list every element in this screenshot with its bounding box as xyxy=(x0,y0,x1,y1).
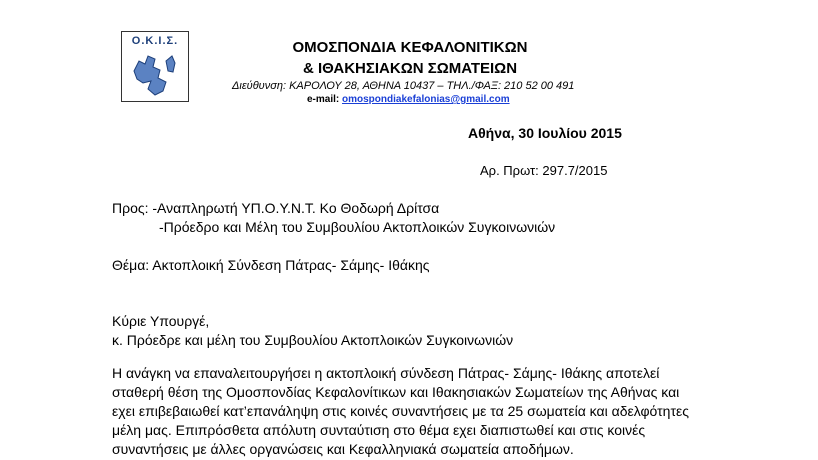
organization-name-line2: & ΙΘΑΚΗΣΙΑΚΩΝ ΣΩΜΑΤΕΙΩΝ xyxy=(302,60,518,77)
paragraph-line: εχει επιβεβαιωθεί κατ’επανάληψη στις κοινές συναντήσεις με τα 25 σωματεία και αδελφότητες xyxy=(112,403,689,419)
paragraph-line: Η ανάγκη να επαναλειτουργήσει η ακτοπλοική σύνδεση Πάτρας- Σάμης- Ιθάκης αποτελεί xyxy=(112,365,660,381)
letter-date: Αθήνα, 30 Ιουλίου 2015 xyxy=(468,125,622,141)
email-label: e-mail: xyxy=(307,94,340,105)
email-line xyxy=(307,94,510,105)
paragraph-line: συναντήσεις με άλλες οργανώσεις και Κεφαλληνιακά σωματεία αποδήμων. xyxy=(112,441,574,457)
subject-line: Θέμα: Ακτοπλοική Σύνδεση Πάτρας- Σάμης- Ιθάκης xyxy=(112,257,430,273)
logo-text: Ο.Κ.Ι.Σ. xyxy=(131,35,179,47)
islands-map-icon xyxy=(128,49,184,99)
recipient-line-2: -Πρόεδρο και Μέλη του Συμβουλίου Ακτοπλοικών Συγκοινωνιών xyxy=(159,219,556,235)
organization-name-line1: ΟΜΟΣΠΟΝΔΙΑ ΚΕΦΑΛΟΝΙΤΙΚΩΝ xyxy=(292,39,528,56)
salutation-line-2: κ. Πρόεδρε και μέλη του Συμβουλίου Ακτοπλοικών Συγκοινωνιών xyxy=(112,332,514,348)
email-link[interactable]: omospondiakefalonias@gmail.com xyxy=(342,94,510,105)
protocol-number: Αρ. Πρωτ: 297.7/2015 xyxy=(480,163,608,178)
salutation-line-1: Κύριε Υπουργέ, xyxy=(112,313,210,329)
paragraph-line: μέλη μας. Επιπρόσθετα απόλυτη συνταύτιση στο θέμα εχει διαπιστωθεί και στις κοινές xyxy=(112,422,646,438)
organization-logo xyxy=(121,31,189,102)
address-line: Διεύθυνση: ΚΑΡΟΛΟΥ 28, ΑΘΗΝΑ 10437 – ΤΗΛ./ΦΑΞ: 210 52 00 491 xyxy=(232,80,575,92)
recipient-line-1: Προς: -Αναπληρωτή ΥΠ.Ο.Υ.Ν.Τ. Κο Θοδωρή Δρίτσα xyxy=(112,200,440,216)
paragraph-line: σταθερή θέση της Ομοσπονδίας Κεφαλονίτικων και Ιθακησιακών Σωματείων της Αθήνας και xyxy=(112,384,680,400)
